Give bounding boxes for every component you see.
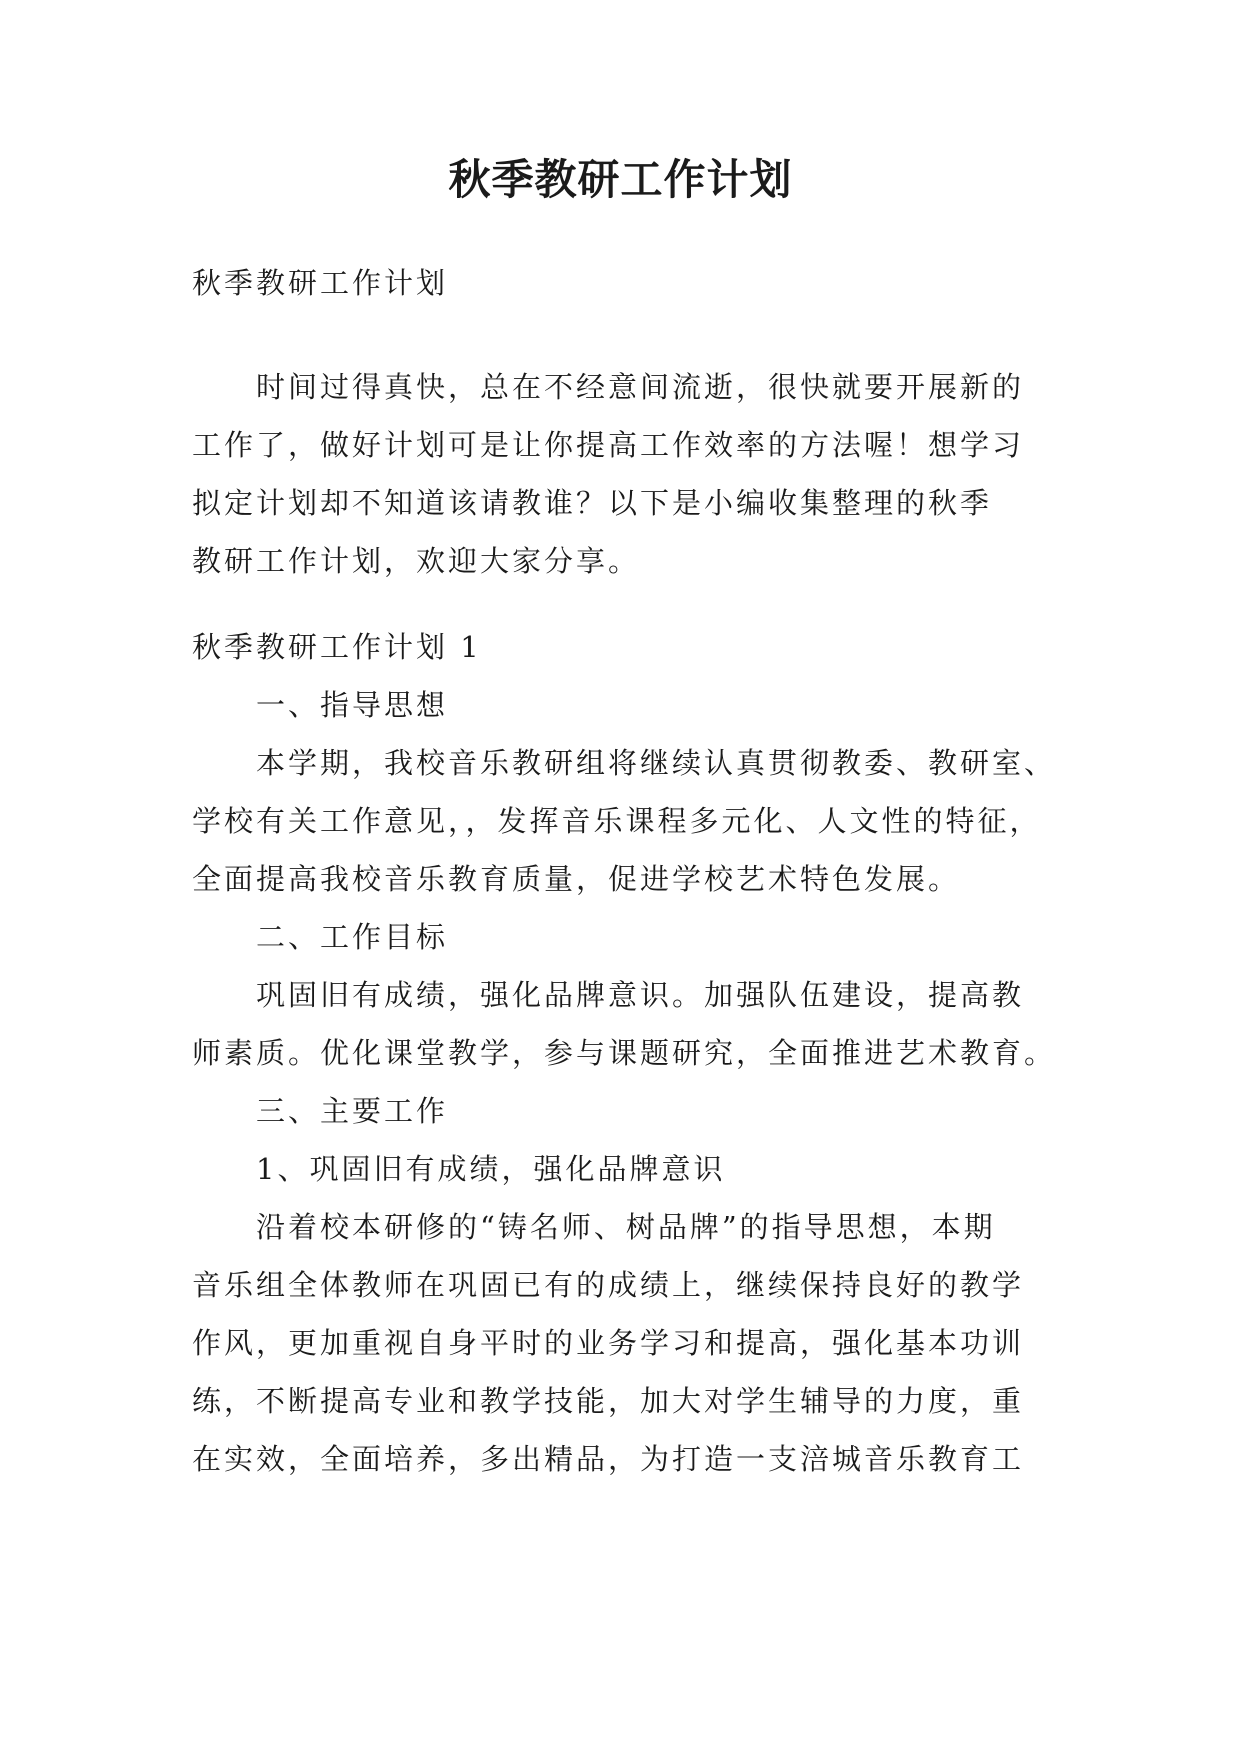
body-line: 练，不断提高专业和教学技能，加大对学生辅导的力度，重 [192, 1384, 1025, 1418]
body-line: 本学期，我校音乐教研组将继续认真贯彻教委、教研室、 [256, 746, 1057, 780]
intro-paragraph [192, 358, 1072, 590]
document-subtitle-block [192, 254, 1072, 312]
body-line: 沿着校本研修的“铸名师、树品牌”的指导思想，本期 [256, 1210, 996, 1244]
section-heading: 三、主要工作 [256, 1094, 449, 1128]
body-line: 作风，更加重视自身平时的业务学习和提高，强化基本功训 [192, 1326, 1025, 1360]
body-line: 音乐组全体教师在巩固已有的成绩上，继续保持良好的教学 [192, 1268, 1025, 1302]
body-line: 学校有关工作意见，，发挥音乐课程多元化、人文性的特征， [192, 804, 1042, 838]
body-line: 全面提高我校音乐教育质量，促进学校艺术特色发展。 [192, 862, 961, 896]
intro-line: 拟定计划却不知道该请教谁？以下是小编收集整理的秋季 [192, 486, 993, 520]
plan-body [192, 618, 1072, 1488]
intro-line: 工作了，做好计划可是让你提高工作效率的方法喔！想学习 [192, 428, 1025, 462]
body-line: 在实效，全面培养，多出精品，为打造一支涪城音乐教育工 [192, 1442, 1025, 1476]
section-heading: 一、指导思想 [256, 688, 449, 722]
body-line: 师素质。优化课堂教学，参与课题研究，全面推进艺术教育。 [192, 1036, 1057, 1070]
document-title: 秋季教研工作计划 [448, 155, 793, 204]
intro-line: 时间过得真快，总在不经意间流逝，很快就要开展新的 [256, 370, 1025, 404]
intro-line: 教研工作计划，欢迎大家分享。 [192, 544, 641, 578]
document-subtitle: 秋季教研工作计划 [192, 266, 449, 300]
subsection-heading: 1、巩固旧有成绩，强化品牌意识 [256, 1152, 726, 1186]
plan-heading: 秋季教研工作计划 1 [192, 630, 482, 664]
section-heading: 二、工作目标 [256, 920, 449, 954]
body-line: 巩固旧有成绩，强化品牌意识。加强队伍建设，提高教 [256, 978, 1025, 1012]
